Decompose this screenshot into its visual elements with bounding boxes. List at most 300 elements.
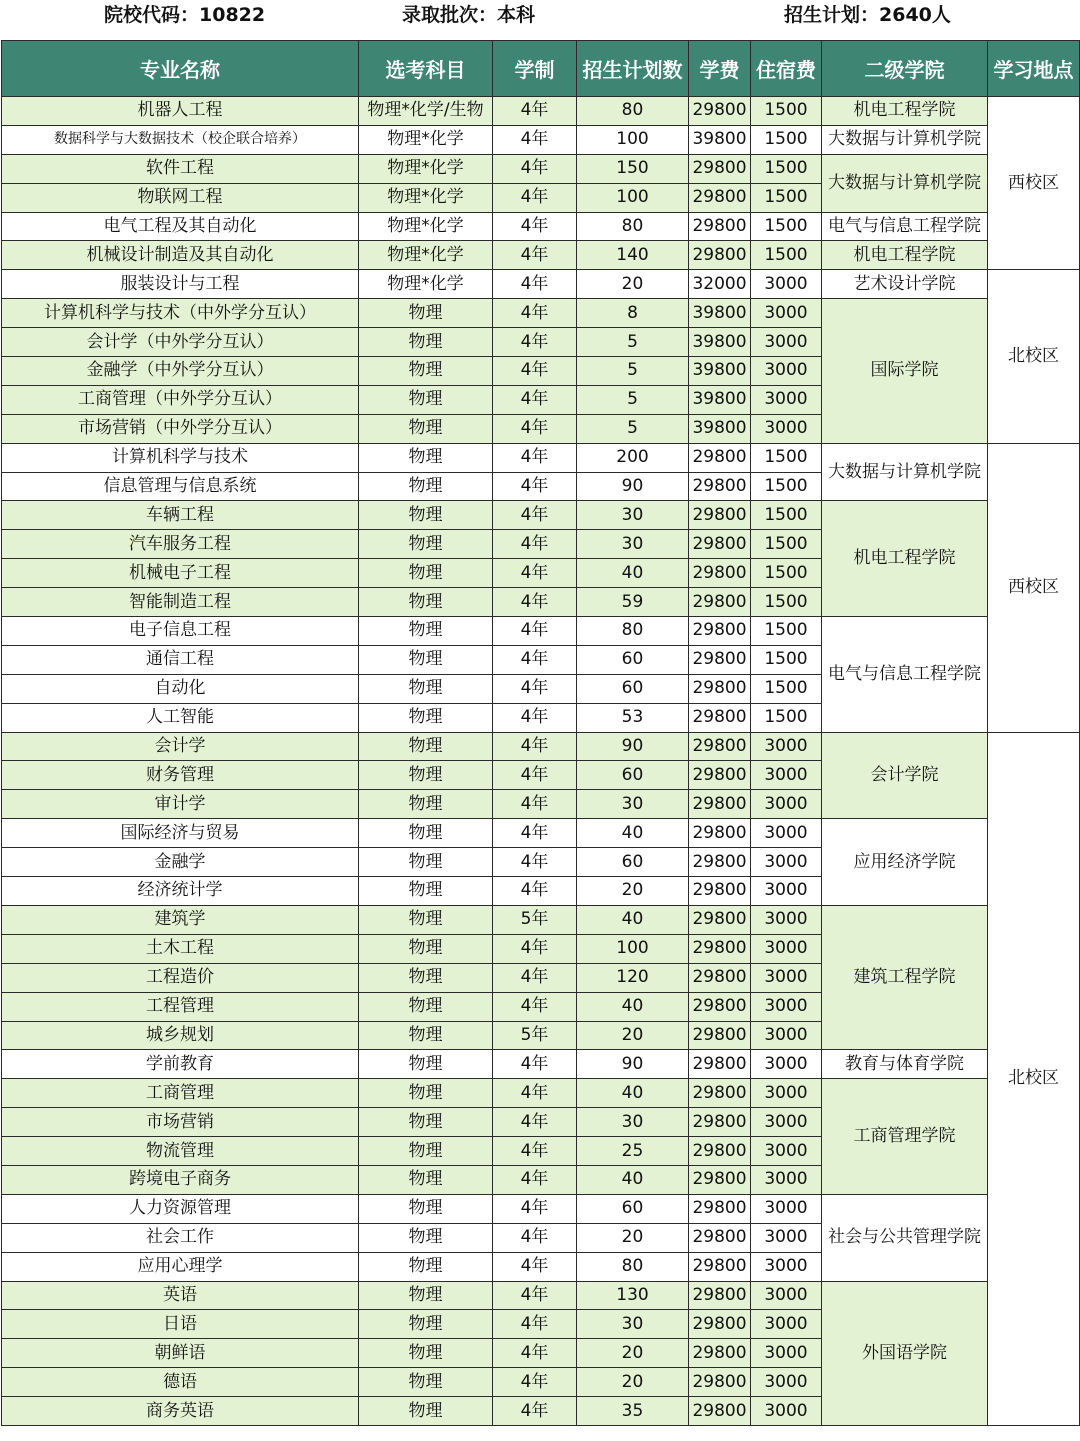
cell-tuition: 39800 [689,299,751,328]
cell-duration: 4年 [493,934,577,963]
table-row [2,1050,1080,1079]
cell-duration: 4年 [493,588,577,617]
cell-duration: 4年 [493,703,577,732]
cell-tuition: 29800 [689,559,751,588]
cell-subjects: 物理 [359,414,493,443]
cell-quota: 80 [577,1252,689,1281]
cell-quota: 5 [577,385,689,414]
cell-major: 社会工作 [2,1223,359,1252]
cell-tuition: 29800 [689,241,751,270]
cell-major: 应用心理学 [2,1252,359,1281]
cell-duration: 4年 [493,154,577,183]
cell-tuition: 29800 [689,472,751,501]
cell-subjects: 物理 [359,299,493,328]
cell-dorm-fee: 3000 [751,1165,822,1194]
cell-dorm-fee: 3000 [751,328,822,357]
cell-major: 电子信息工程 [2,617,359,646]
cell-major: 土木工程 [2,934,359,963]
cell-college: 会计学院 [822,732,988,819]
cell-dorm-fee: 3000 [751,905,822,934]
cell-duration: 4年 [493,819,577,848]
cell-major: 学前教育 [2,1050,359,1079]
cell-quota: 20 [577,1368,689,1397]
cell-subjects: 物理 [359,848,493,877]
cell-duration: 4年 [493,1079,577,1108]
cell-dorm-fee: 3000 [751,1339,822,1368]
cell-major: 自动化 [2,674,359,703]
cell-dorm-fee: 1500 [751,645,822,674]
cell-quota: 200 [577,443,689,472]
cell-major: 车辆工程 [2,501,359,530]
cell-quota: 90 [577,472,689,501]
cell-duration: 4年 [493,472,577,501]
cell-college: 建筑工程学院 [822,905,988,1049]
cell-quota: 53 [577,703,689,732]
cell-quota: 130 [577,1281,689,1310]
cell-major: 机械电子工程 [2,559,359,588]
cell-subjects: 物理*化学 [359,154,493,183]
cell-subjects: 物理 [359,472,493,501]
cell-subjects: 物理 [359,1397,493,1426]
cell-campus: 北校区 [988,270,1080,443]
table-row [2,97,1080,126]
cell-duration: 4年 [493,645,577,674]
cell-tuition: 29800 [689,848,751,877]
cell-dorm-fee: 3000 [751,1137,822,1166]
cell-major: 城乡规划 [2,1021,359,1050]
cell-quota: 5 [577,328,689,357]
cell-tuition: 39800 [689,357,751,386]
cell-major: 物流管理 [2,1137,359,1166]
cell-tuition: 29800 [689,1339,751,1368]
enrollment-plan: 招生计划：2640人 [784,4,951,26]
cell-major: 市场营销 [2,1108,359,1137]
cell-subjects: 物理 [359,992,493,1021]
cell-dorm-fee: 3000 [751,934,822,963]
cell-tuition: 29800 [689,154,751,183]
admission-batch: 录取批次：本科 [402,4,536,26]
cell-tuition: 29800 [689,674,751,703]
cell-dorm-fee: 1500 [751,559,822,588]
cell-dorm-fee: 3000 [751,877,822,906]
cell-quota: 30 [577,790,689,819]
cell-duration: 4年 [493,530,577,559]
cell-dorm-fee: 3000 [751,1310,822,1339]
cell-major: 人力资源管理 [2,1194,359,1223]
cell-duration: 5年 [493,905,577,934]
cell-duration: 4年 [493,1137,577,1166]
cell-tuition: 29800 [689,97,751,126]
cell-tuition: 29800 [689,761,751,790]
table-row [2,1079,1080,1108]
table-header-row [2,41,1080,97]
cell-duration: 4年 [493,1397,577,1426]
cell-dorm-fee: 1500 [751,212,822,241]
table-row [2,905,1080,934]
cell-duration: 4年 [493,732,577,761]
cell-duration: 4年 [493,1050,577,1079]
cell-duration: 4年 [493,790,577,819]
cell-subjects: 物理 [359,1281,493,1310]
cell-dorm-fee: 3000 [751,1108,822,1137]
cell-college: 大数据与计算机学院 [822,125,988,154]
cell-major: 通信工程 [2,645,359,674]
cell-tuition: 29800 [689,530,751,559]
cell-dorm-fee: 1500 [751,97,822,126]
cell-college: 电气与信息工程学院 [822,617,988,733]
cell-major: 数据科学与大数据技术（校企联合培养） [2,125,359,154]
cell-quota: 60 [577,848,689,877]
cell-major: 建筑学 [2,905,359,934]
cell-dorm-fee: 3000 [751,1397,822,1426]
cell-tuition: 29800 [689,1252,751,1281]
cell-duration: 4年 [493,877,577,906]
cell-dorm-fee: 1500 [751,617,822,646]
cell-quota: 60 [577,674,689,703]
cell-duration: 5年 [493,1021,577,1050]
cell-tuition: 29800 [689,1368,751,1397]
cell-major: 计算机科学与技术 [2,443,359,472]
cell-tuition: 29800 [689,703,751,732]
table-row [2,732,1080,761]
cell-major: 工程造价 [2,963,359,992]
cell-quota: 25 [577,1137,689,1166]
cell-subjects: 物理 [359,1050,493,1079]
cell-subjects: 物理 [359,443,493,472]
cell-major: 计算机科学与技术（中外学分互认） [2,299,359,328]
cell-tuition: 29800 [689,183,751,212]
cell-college: 大数据与计算机学院 [822,443,988,501]
cell-subjects: 物理*化学 [359,270,493,299]
cell-dorm-fee: 3000 [751,992,822,1021]
cell-tuition: 29800 [689,963,751,992]
cell-subjects: 物理*化学 [359,241,493,270]
cell-college: 机电工程学院 [822,241,988,270]
cell-dorm-fee: 3000 [751,357,822,386]
cell-quota: 20 [577,1223,689,1252]
majors-table [1,40,1080,1426]
cell-dorm-fee: 3000 [751,1194,822,1223]
cell-subjects: 物理 [359,790,493,819]
col-header-college: 二级学院 [822,41,988,97]
cell-subjects: 物理*化学 [359,212,493,241]
cell-major: 金融学 [2,848,359,877]
cell-college: 工商管理学院 [822,1079,988,1195]
cell-tuition: 39800 [689,385,751,414]
cell-quota: 60 [577,1194,689,1223]
cell-major: 跨境电子商务 [2,1165,359,1194]
cell-quota: 35 [577,1397,689,1426]
col-header-subjects: 选考科目 [359,41,493,97]
cell-major: 朝鲜语 [2,1339,359,1368]
cell-major: 财务管理 [2,761,359,790]
cell-tuition: 29800 [689,1108,751,1137]
cell-tuition: 32000 [689,270,751,299]
cell-duration: 4年 [493,761,577,790]
cell-duration: 4年 [493,674,577,703]
table-row [2,270,1080,299]
cell-tuition: 29800 [689,443,751,472]
school-code: 院校代码：10822 [104,4,266,26]
cell-major: 机械设计制造及其自动化 [2,241,359,270]
cell-subjects: 物理 [359,674,493,703]
cell-duration: 4年 [493,1194,577,1223]
cell-major: 工商管理 [2,1079,359,1108]
cell-duration: 4年 [493,299,577,328]
cell-duration: 4年 [493,1310,577,1339]
cell-tuition: 29800 [689,1310,751,1339]
cell-major: 软件工程 [2,154,359,183]
cell-major: 电气工程及其自动化 [2,212,359,241]
cell-dorm-fee: 1500 [751,183,822,212]
cell-dorm-fee: 3000 [751,1281,822,1310]
cell-duration: 4年 [493,212,577,241]
col-header-tuition: 学费 [689,41,751,97]
cell-duration: 4年 [493,443,577,472]
cell-college: 社会与公共管理学院 [822,1194,988,1281]
cell-dorm-fee: 3000 [751,848,822,877]
cell-subjects: 物理 [359,1310,493,1339]
cell-dorm-fee: 3000 [751,732,822,761]
cell-major: 机器人工程 [2,97,359,126]
col-header-quota: 招生计划数 [577,41,689,97]
cell-tuition: 29800 [689,905,751,934]
cell-dorm-fee: 1500 [751,530,822,559]
cell-subjects: 物理 [359,1339,493,1368]
col-header-campus: 学习地点 [988,41,1080,97]
cell-college: 教育与体育学院 [822,1050,988,1079]
col-header-dorm-fee: 住宿费 [751,41,822,97]
cell-duration: 4年 [493,328,577,357]
cell-major: 物联网工程 [2,183,359,212]
cell-major: 人工智能 [2,703,359,732]
cell-dorm-fee: 1500 [751,125,822,154]
cell-quota: 30 [577,1108,689,1137]
table-row [2,212,1080,241]
cell-subjects: 物理 [359,934,493,963]
cell-dorm-fee: 3000 [751,270,822,299]
cell-tuition: 29800 [689,1137,751,1166]
cell-dorm-fee: 3000 [751,1050,822,1079]
cell-college: 外国语学院 [822,1281,988,1425]
cell-major: 会计学（中外学分互认） [2,328,359,357]
cell-subjects: 物理 [359,819,493,848]
cell-major: 会计学 [2,732,359,761]
cell-quota: 100 [577,125,689,154]
cell-dorm-fee: 3000 [751,1079,822,1108]
cell-duration: 4年 [493,617,577,646]
cell-subjects: 物理 [359,703,493,732]
cell-quota: 40 [577,905,689,934]
cell-tuition: 29800 [689,1281,751,1310]
cell-subjects: 物理 [359,559,493,588]
cell-quota: 60 [577,761,689,790]
cell-tuition: 29800 [689,934,751,963]
cell-quota: 20 [577,877,689,906]
cell-major: 英语 [2,1281,359,1310]
cell-college: 应用经济学院 [822,819,988,906]
cell-tuition: 29800 [689,1397,751,1426]
cell-quota: 150 [577,154,689,183]
cell-subjects: 物理 [359,645,493,674]
cell-dorm-fee: 1500 [751,154,822,183]
cell-subjects: 物理 [359,501,493,530]
cell-major: 工程管理 [2,992,359,1021]
cell-duration: 4年 [493,241,577,270]
table-row [2,241,1080,270]
table-row [2,1194,1080,1223]
cell-tuition: 29800 [689,1050,751,1079]
cell-quota: 30 [577,530,689,559]
cell-quota: 40 [577,559,689,588]
cell-quota: 40 [577,819,689,848]
cell-major: 汽车服务工程 [2,530,359,559]
cell-dorm-fee: 1500 [751,241,822,270]
cell-subjects: 物理 [359,761,493,790]
cell-duration: 4年 [493,1223,577,1252]
table-row [2,501,1080,530]
cell-duration: 4年 [493,125,577,154]
cell-major: 国际经济与贸易 [2,819,359,848]
cell-tuition: 29800 [689,645,751,674]
cell-duration: 4年 [493,963,577,992]
cell-quota: 80 [577,617,689,646]
cell-dorm-fee: 3000 [751,299,822,328]
cell-major: 工商管理（中外学分互认） [2,385,359,414]
cell-dorm-fee: 1500 [751,443,822,472]
cell-quota: 5 [577,357,689,386]
cell-tuition: 29800 [689,819,751,848]
cell-subjects: 物理 [359,328,493,357]
cell-major: 商务英语 [2,1397,359,1426]
cell-quota: 120 [577,963,689,992]
table-row [2,617,1080,646]
cell-dorm-fee: 1500 [751,588,822,617]
cell-dorm-fee: 3000 [751,1223,822,1252]
cell-duration: 4年 [493,992,577,1021]
cell-quota: 5 [577,414,689,443]
cell-college: 机电工程学院 [822,97,988,126]
cell-dorm-fee: 1500 [751,703,822,732]
table-body [2,97,1080,1426]
cell-quota: 59 [577,588,689,617]
table-row [2,299,1080,328]
cell-college: 国际学院 [822,299,988,443]
cell-duration: 4年 [493,1108,577,1137]
cell-duration: 4年 [493,501,577,530]
cell-subjects: 物理 [359,732,493,761]
cell-subjects: 物理 [359,1137,493,1166]
cell-dorm-fee: 3000 [751,1368,822,1397]
cell-tuition: 29800 [689,1165,751,1194]
cell-quota: 80 [577,97,689,126]
cell-quota: 140 [577,241,689,270]
cell-major: 德语 [2,1368,359,1397]
cell-duration: 4年 [493,848,577,877]
col-header-duration: 学制 [493,41,577,97]
cell-tuition: 29800 [689,212,751,241]
cell-campus: 北校区 [988,732,1080,1425]
cell-subjects: 物理 [359,1194,493,1223]
cell-tuition: 29800 [689,790,751,819]
cell-duration: 4年 [493,559,577,588]
cell-dorm-fee: 3000 [751,963,822,992]
cell-duration: 4年 [493,270,577,299]
cell-tuition: 29800 [689,588,751,617]
cell-subjects: 物理 [359,617,493,646]
cell-campus: 西校区 [988,97,1080,270]
summary-header [0,0,1080,40]
cell-subjects: 物理 [359,1079,493,1108]
cell-tuition: 39800 [689,125,751,154]
cell-subjects: 物理 [359,1165,493,1194]
cell-duration: 4年 [493,1368,577,1397]
cell-tuition: 39800 [689,414,751,443]
cell-quota: 40 [577,992,689,1021]
cell-duration: 4年 [493,414,577,443]
cell-major: 金融学（中外学分互认） [2,357,359,386]
cell-subjects: 物理 [359,1368,493,1397]
table-row [2,819,1080,848]
cell-college: 机电工程学院 [822,501,988,617]
cell-tuition: 29800 [689,877,751,906]
cell-tuition: 29800 [689,1021,751,1050]
cell-tuition: 29800 [689,501,751,530]
cell-subjects: 物理 [359,530,493,559]
cell-tuition: 29800 [689,1194,751,1223]
cell-tuition: 29800 [689,992,751,1021]
cell-quota: 8 [577,299,689,328]
cell-tuition: 29800 [689,1223,751,1252]
cell-subjects: 物理*化学/生物 [359,97,493,126]
cell-subjects: 物理 [359,1252,493,1281]
cell-major: 市场营销（中外学分互认） [2,414,359,443]
cell-subjects: 物理 [359,1108,493,1137]
cell-subjects: 物理*化学 [359,125,493,154]
cell-subjects: 物理*化学 [359,183,493,212]
cell-subjects: 物理 [359,357,493,386]
cell-dorm-fee: 3000 [751,385,822,414]
cell-quota: 30 [577,501,689,530]
cell-duration: 4年 [493,1339,577,1368]
cell-subjects: 物理 [359,963,493,992]
cell-subjects: 物理 [359,1223,493,1252]
col-header-major: 专业名称 [2,41,359,97]
cell-duration: 4年 [493,357,577,386]
cell-duration: 4年 [493,1165,577,1194]
table-row [2,125,1080,154]
cell-quota: 40 [577,1165,689,1194]
cell-duration: 4年 [493,183,577,212]
cell-quota: 60 [577,645,689,674]
cell-college: 大数据与计算机学院 [822,154,988,212]
cell-tuition: 29800 [689,732,751,761]
cell-subjects: 物理 [359,877,493,906]
cell-dorm-fee: 1500 [751,472,822,501]
cell-tuition: 29800 [689,617,751,646]
cell-dorm-fee: 3000 [751,761,822,790]
cell-major: 经济统计学 [2,877,359,906]
cell-quota: 100 [577,934,689,963]
cell-dorm-fee: 1500 [751,501,822,530]
cell-quota: 40 [577,1079,689,1108]
cell-duration: 4年 [493,1281,577,1310]
cell-subjects: 物理 [359,385,493,414]
cell-tuition: 39800 [689,328,751,357]
cell-dorm-fee: 3000 [751,790,822,819]
table-row [2,1281,1080,1310]
cell-duration: 4年 [493,97,577,126]
